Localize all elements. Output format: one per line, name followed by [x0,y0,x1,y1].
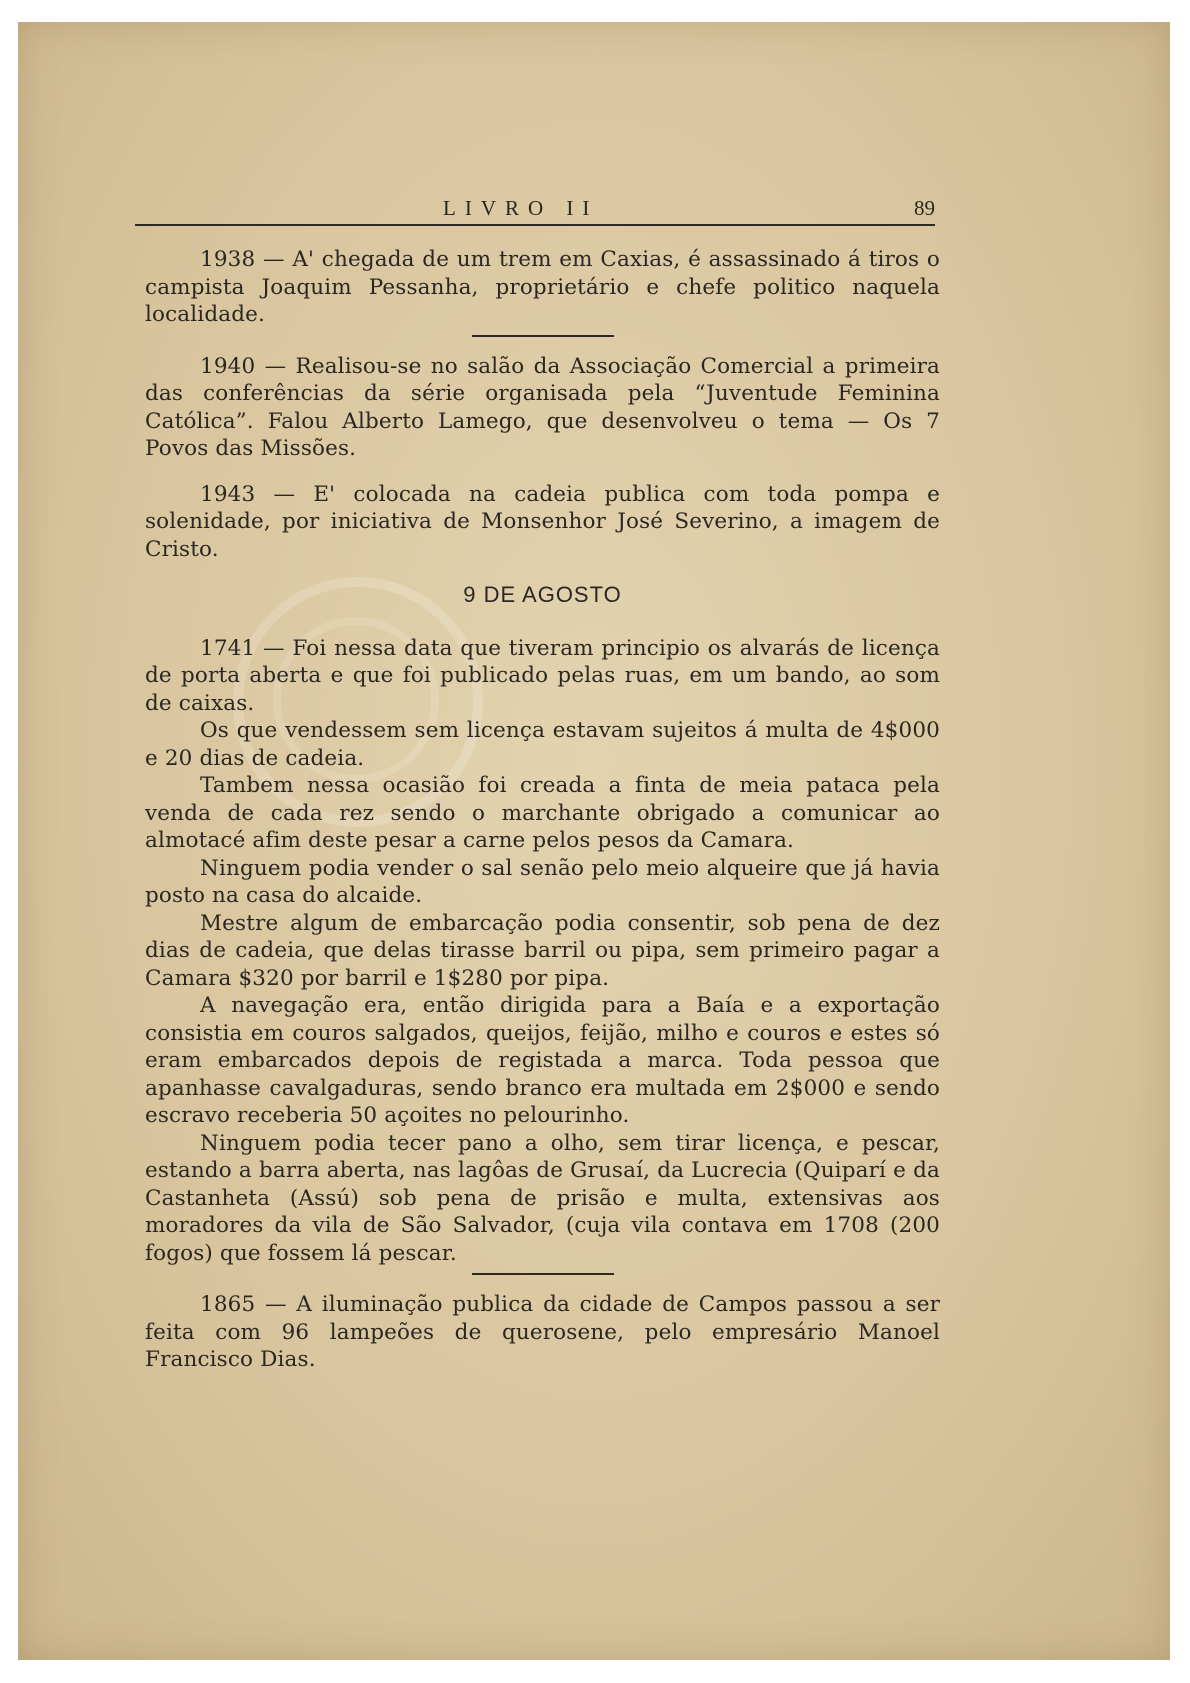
entry-1938: 1938 — A' chegada de um trem em Caxias, é assassinado á tiros o campista Joaquim Pessanha, proprietário e chefe politico naquela localidade. [145,247,940,327]
entry-1741-p6: A navegação era, então dirigida para a Baía e a exportação consistia em couros salgados, queijos, feijão, milho e couros e estes só eram embarcados depois de registada a marca. Toda pessoa que apanhasse cavalgaduras, sendo branco era multada em 2$000 e sendo escravo receberia 50 açoites no pelourinho. [145,993,940,1128]
entry-separator [472,335,614,337]
page-number: 89 [914,196,935,220]
entry-1741-p3: Tambem nessa ocasião foi creada a finta de meia pataca pela venda de cada rez sendo o marchante obrigado a comunicar ao almotacé afim deste pesar a carne pelos pesos da Camara. [145,773,940,853]
page-body [145,246,940,1374]
entry-1741-p7: Ninguem podia tecer pano a olho, sem tirar licença, e pescar, estando a barra aberta, nas lagôas de Grusaí, da Lucrecia (Quiparí e da Castanheta (Assú) sob pena de prisão e multa, extensivas aos moradores da vila de São Salvador, (cuja vila contava em 1708 (200 fogos) que fossem lá pescar. [145,1130,940,1266]
entry-1940: 1940 — Realisou-se no salão da Associação Comercial a primeira das conferências da série organisada pela “Juventude Feminina Católica”. Falou Alberto Lamego, que desenvolveu o tema — Os 7 Povos das Missões. [145,353,940,461]
entry-1741-p5: Mestre algum de embarcação podia consentir, sob pena de dez dias de cadeia, que delas tirasse barril ou pipa, sem primeiro pagar a Camara $320 por barril e 1$280 por pipa. [145,910,940,991]
entry-1741-p1: 1741 — Foi nessa data que tiveram principio os alvarás de licença de porta aberta e que foi publicado pelas ruas, em um bando, ao som de caixas. [145,635,940,716]
section-heading: 9 DE AGOSTO [463,582,622,607]
header-rule [135,224,935,226]
entry-1865: 1865 — A iluminação publica da cidade de Campos passou a ser feita com 96 lampeões de querosene, pelo empresário Manoel Francisco Dias. [145,1292,940,1372]
entry-separator-2 [472,1273,614,1275]
header-title: LIVRO II [443,196,599,220]
entry-1943: 1943 — E' colocada na cadeia publica com toda pompa e solenidade, por iniciativa de Monsenhor José Severino, a imagem de Cristo. [145,481,940,562]
running-header [135,196,935,224]
entry-1741-p2: Os que vendessem sem licença estavam sujeitos á multa de 4$000 e 20 dias de cadeia. [145,718,940,771]
entry-1741-p4: Ninguem podia vender o sal senão pelo meio alqueire que já havia posto na casa do alcaide. [145,855,940,908]
